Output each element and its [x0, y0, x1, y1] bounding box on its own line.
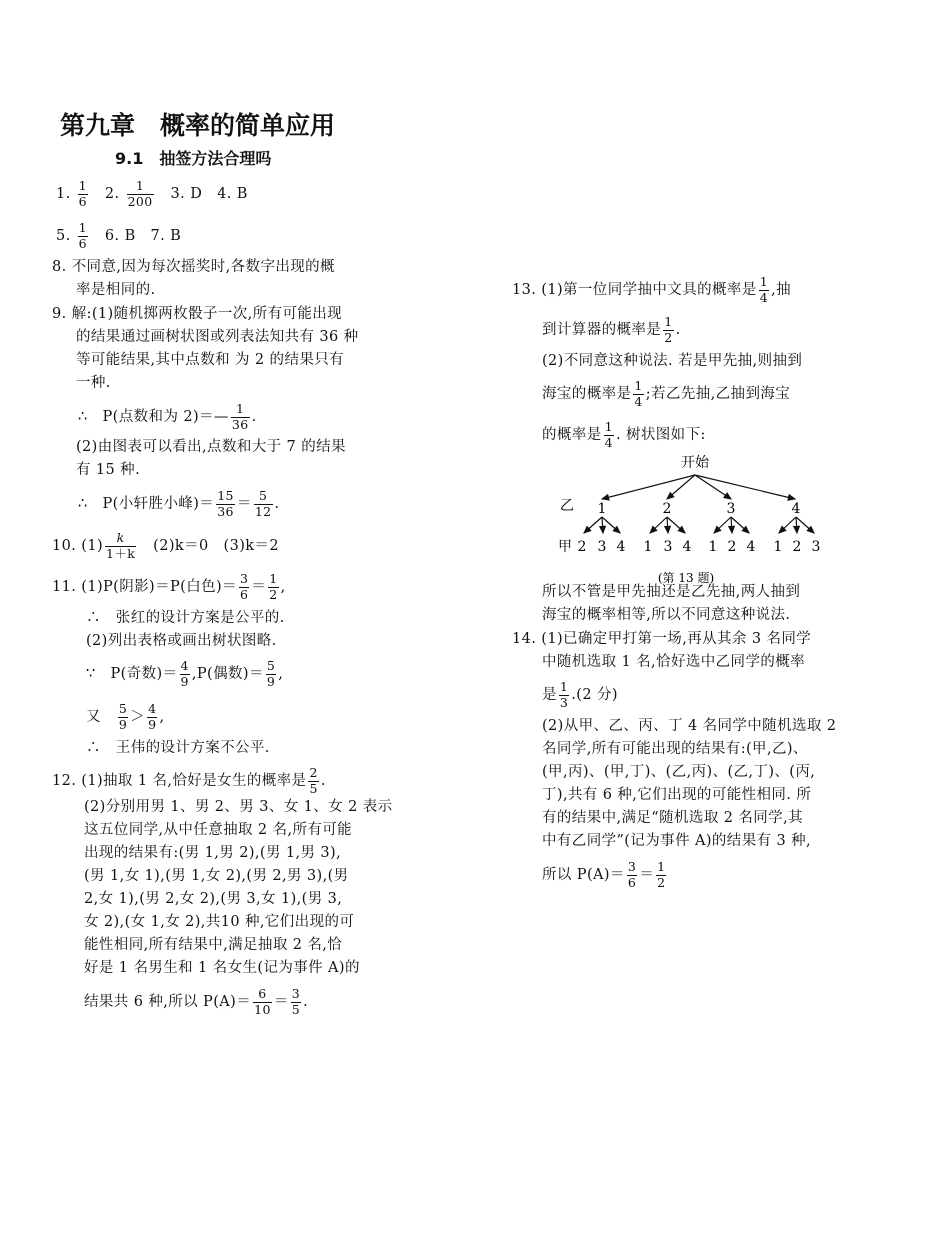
tree-diagram	[540, 450, 840, 590]
tree-leaf: 2	[792, 539, 802, 555]
answer-9-line1: 9. 解:(1)随机掷两枚骰子一次,所有可能出现	[52, 306, 343, 322]
answer-14-part2-line4: 丁),共有 6 种,它们出现的可能性相同. 所	[542, 787, 812, 803]
tree-leaf: 1	[773, 539, 783, 555]
answer-13-conclusion-line1: 所以不管是甲先抽还是乙先抽,两人抽到	[542, 584, 801, 600]
answer-9-part2-line1: (2)由图表可以看出,点数和大于 7 的结果	[76, 439, 346, 455]
tree-leaf: 2	[577, 539, 587, 555]
answer-13-part2-line3: 的概率是 $\frac{1}{4}$ . 树状图如下:	[542, 419, 706, 450]
answer-14-part2-line2: 名同学,所有可能出现的结果有:(甲,乙)、	[542, 741, 808, 757]
tree-node-2: 2	[662, 501, 672, 517]
answer-5-7: 5. $\frac{1}{6}$ 6. B 7. B	[56, 220, 182, 251]
answer-11-odd-even: ∵ P(奇数)＝ $\frac{4}{9}$ ,P(偶数)＝ $\frac{5}{9}$ ,	[86, 658, 284, 689]
answer-8-line1: 8. 不同意,因为每次摇奖时,各数字出现的概	[52, 259, 335, 275]
tree-edge	[650, 517, 667, 533]
answer-11-compare: 又 $\frac{5}{9}$ ＞ $\frac{4}{9}$ ,	[86, 701, 165, 732]
tree-edge	[731, 517, 749, 533]
answer-12-line2: 这五位同学,从中任意抽取 2 名,所有可能	[84, 822, 353, 838]
answer-9-line3: 等可能结果,其中点数和 为 2 的结果只有	[76, 352, 345, 368]
answer-14-part2-line5: 有的结果中,满足“随机选取 2 名同学,其	[542, 810, 803, 826]
answer-8-line2: 率是相同的.	[76, 282, 156, 298]
answer-13-part2: (2)不同意这种说法. 若是甲先抽,则抽到	[542, 353, 803, 369]
tree-edge	[602, 517, 620, 533]
tree-edge	[796, 517, 814, 533]
answer-10: 10. (1) $\frac{k}{1+k}$ (2)k＝0 (3)k＝2	[52, 530, 279, 561]
tree-edge	[667, 517, 685, 533]
answer-13-part2-line2: 海宝的概率是 $\frac{1}{4}$ ;若乙先抽,乙抽到海宝	[542, 378, 791, 409]
answer-14-part1-result: 是 $\frac{1}{3}$ .(2 分)	[542, 679, 618, 710]
answer-14-line2: 中随机选取 1 名,恰好选中乙同学的概率	[542, 654, 806, 670]
answer-12-line7: 能性相同,所有结果中,满足抽取 2 名,恰	[84, 937, 343, 953]
answer-14-result: 所以 P(A)＝ $\frac{3}{6}$ ＝ $\frac{1}{2}$	[542, 859, 666, 890]
answer-14-line1: 14. (1)已确定甲打第一场,再从其余 3 名同学	[512, 631, 812, 647]
answer-12-line8: 好是 1 名男生和 1 名女生(记为事件 A)的	[84, 960, 360, 976]
tree-caption: (第 13 题)	[657, 571, 715, 585]
tree-edge	[714, 517, 731, 533]
tree-leaf: 3	[597, 539, 607, 555]
tree-edge	[779, 517, 796, 533]
answer-11-part2: (2)列出表格或画出树状图略.	[86, 633, 277, 649]
answer-12-line3: 出现的结果有:(男 1,男 2),(男 1,男 3),	[84, 845, 342, 861]
tree-leaf: 2	[727, 539, 737, 555]
tree-root: 开始	[681, 455, 709, 471]
answer-12-line5: 2,女 1),(男 2,女 2),(男 3,女 1),(男 3,	[84, 891, 343, 907]
answer-9-prob2: ∴ P(小轩胜小峰)＝ $\frac{15}{36}$ ＝ $\frac{5}{12}$ .	[78, 488, 280, 519]
tree-edge	[796, 517, 797, 533]
answer-13-part1: 13. (1)第一位同学抽中文具的概率是 $\frac{1}{4}$ ,抽	[512, 274, 791, 305]
tree-leaf: 3	[811, 539, 821, 555]
answer-9-line2: 的结果通过画树状图或列表法知共有 36 种	[76, 329, 359, 345]
answer-9-prob1: ∴ P(点数和为 2)＝— $\frac{1}{36}$ .	[78, 401, 257, 432]
tree-edge	[602, 517, 603, 533]
tree-label-jia: 甲	[558, 539, 572, 555]
answer-11-conclusion2: ∴ 王伟的设计方案不公平.	[86, 740, 270, 756]
section-title: 9.1 抽签方法合理吗	[115, 149, 272, 168]
tree-leaf: 1	[643, 539, 653, 555]
tree-node-3: 3	[726, 501, 736, 517]
answer-11-part1: 11. (1)P(阴影)＝P(白色)＝ $\frac{3}{6}$ ＝ $\frac{1}{2}$ ,	[52, 571, 286, 602]
tree-node-1: 1	[597, 501, 607, 517]
tree-edge	[731, 517, 732, 533]
tree-label-yi: 乙	[560, 498, 574, 514]
answer-12-line4: (男 1,女 1),(男 1,女 2),(男 2,男 3),(男	[84, 868, 349, 884]
answer-9-line4: 一种.	[76, 375, 111, 391]
answer-12-part1: 12. (1)抽取 1 名,恰好是女生的概率是 $\frac{2}{5}$ .	[52, 765, 326, 796]
answer-14-part2-line6: 中有乙同学”(记为事件 A)的结果有 3 种,	[542, 833, 812, 849]
tree-edge	[695, 475, 731, 499]
tree-node-4: 4	[791, 501, 801, 517]
answer-13-conclusion-line2: 海宝的概率相等,所以不同意这种说法.	[542, 607, 791, 623]
tree-edge	[695, 475, 795, 499]
tree-leaf: 4	[616, 539, 626, 555]
answer-14-part2-line3: (甲,丙)、(甲,丁)、(乙,丙)、(乙,丁)、(丙,	[542, 764, 816, 780]
tree-leaf: 1	[708, 539, 718, 555]
chapter-title: 第九章 概率的简单应用	[60, 111, 336, 140]
tree-leaf: 4	[682, 539, 692, 555]
answer-13-calculator: 到计算器的概率是 $\frac{1}{2}$ .	[542, 314, 681, 345]
answer-12-line1: (2)分别用男 1、男 2、男 3、女 1、女 2 表示	[84, 799, 393, 815]
tree-edge	[584, 517, 602, 533]
tree-leaf: 3	[663, 539, 673, 555]
answer-12-result: 结果共 6 种,所以 P(A)＝ $\frac{6}{10}$ ＝ $\frac{3}{5}$ .	[84, 986, 309, 1017]
answer-1-4: 1. $\frac{1}{6}$ 2. $\frac{1}{200}$ 3. D 4. B	[56, 178, 248, 209]
answer-14-part2-line1: (2)从甲、乙、丙、丁 4 名同学中随机选取 2	[542, 718, 837, 734]
answer-9-part2-line2: 有 15 种.	[76, 462, 141, 478]
tree-leaf: 4	[746, 539, 756, 555]
answer-12-line6: 女 2),(女 1,女 2),共10 种,它们出现的可	[84, 914, 355, 930]
answer-11-conclusion1: ∴ 张红的设计方案是公平的.	[86, 610, 285, 626]
tree-edge	[667, 517, 668, 533]
